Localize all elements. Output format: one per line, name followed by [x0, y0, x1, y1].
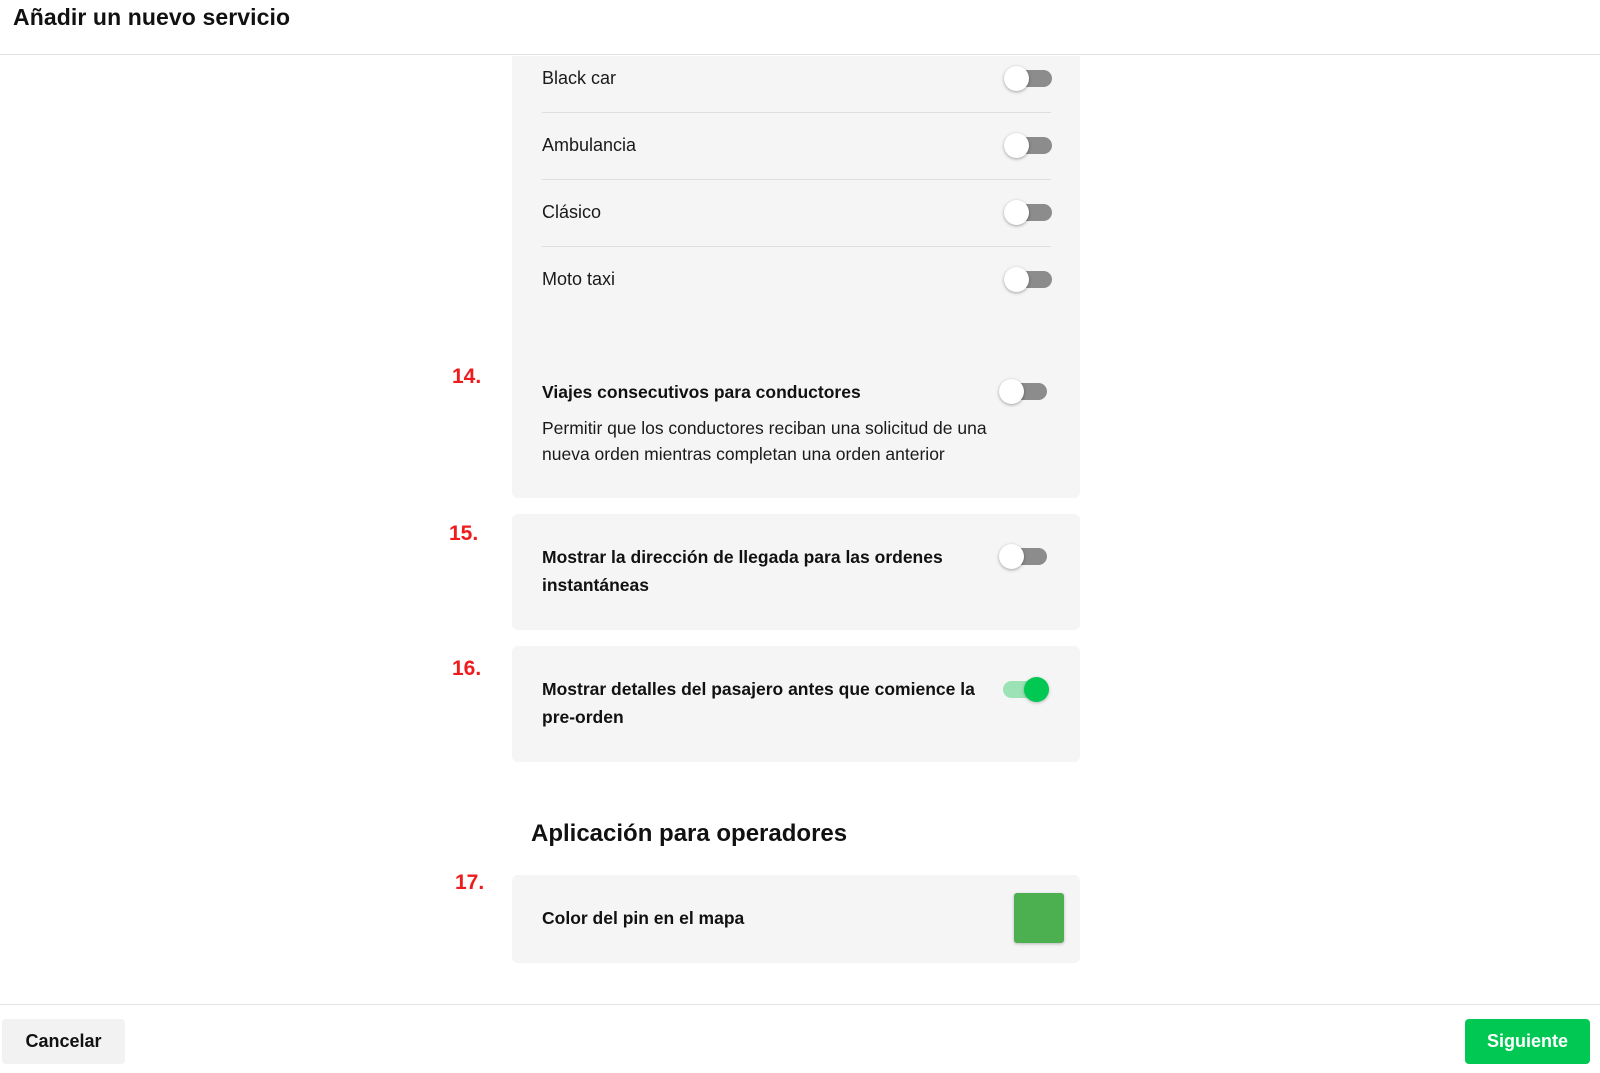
- pin-color-label: Color del pin en el mapa: [542, 908, 745, 928]
- pin-color-card: [512, 875, 1080, 963]
- service-label: Black car: [542, 68, 617, 88]
- arrival-address-toggle[interactable]: [999, 544, 1047, 568]
- service-types-card: [512, 56, 1080, 389]
- arrival-address-title: Mostrar la dirección de llegada para las ordenes instantáneas: [542, 547, 943, 595]
- cancel-button[interactable]: Cancelar: [2, 1019, 125, 1064]
- service-label: Ambulancia: [542, 135, 637, 155]
- service-label: Clásico: [542, 202, 602, 222]
- consecutive-trips-title: Viajes consecutivos para conductores: [542, 382, 861, 402]
- page-title: Añadir un nuevo servicio: [13, 4, 291, 30]
- service-row-moto-taxi: [542, 247, 1051, 314]
- next-button[interactable]: Siguiente: [1465, 1019, 1590, 1064]
- consecutive-trips-description: Permitir que los conductores reciban una solicitud de una nueva orden mientras completan una orden anterior: [542, 418, 987, 464]
- arrival-address-card: [512, 514, 1080, 630]
- black-car-toggle[interactable]: [1004, 66, 1052, 90]
- operators-section-title: Aplicación para operadores: [531, 820, 848, 847]
- service-row-clasico: [542, 180, 1051, 247]
- service-row-black-car: [542, 56, 1051, 113]
- consecutive-trips-card: [512, 349, 1080, 498]
- consecutive-trips-toggle[interactable]: [999, 379, 1047, 403]
- service-row-ambulancia: [542, 113, 1051, 180]
- service-label: Moto taxi: [542, 269, 616, 289]
- annotation-number-15: 15.: [449, 522, 479, 545]
- clasico-toggle[interactable]: [1004, 200, 1052, 224]
- annotation-number-16: 16.: [452, 657, 482, 680]
- annotation-number-14: 14.: [452, 365, 482, 388]
- pin-color-swatch[interactable]: [1014, 893, 1064, 943]
- moto-taxi-toggle[interactable]: [1004, 267, 1052, 291]
- passenger-details-toggle[interactable]: [1001, 677, 1049, 701]
- footer-bar: [0, 1004, 1600, 1073]
- passenger-details-title: Mostrar detalles del pasajero antes que comience la pre-orden: [542, 679, 975, 727]
- ambulancia-toggle[interactable]: [1004, 133, 1052, 157]
- scroll-content[interactable]: [0, 56, 1600, 1004]
- annotation-number-17: 17.: [455, 871, 485, 894]
- page-header: [0, 0, 1600, 55]
- passenger-details-card: [512, 646, 1080, 762]
